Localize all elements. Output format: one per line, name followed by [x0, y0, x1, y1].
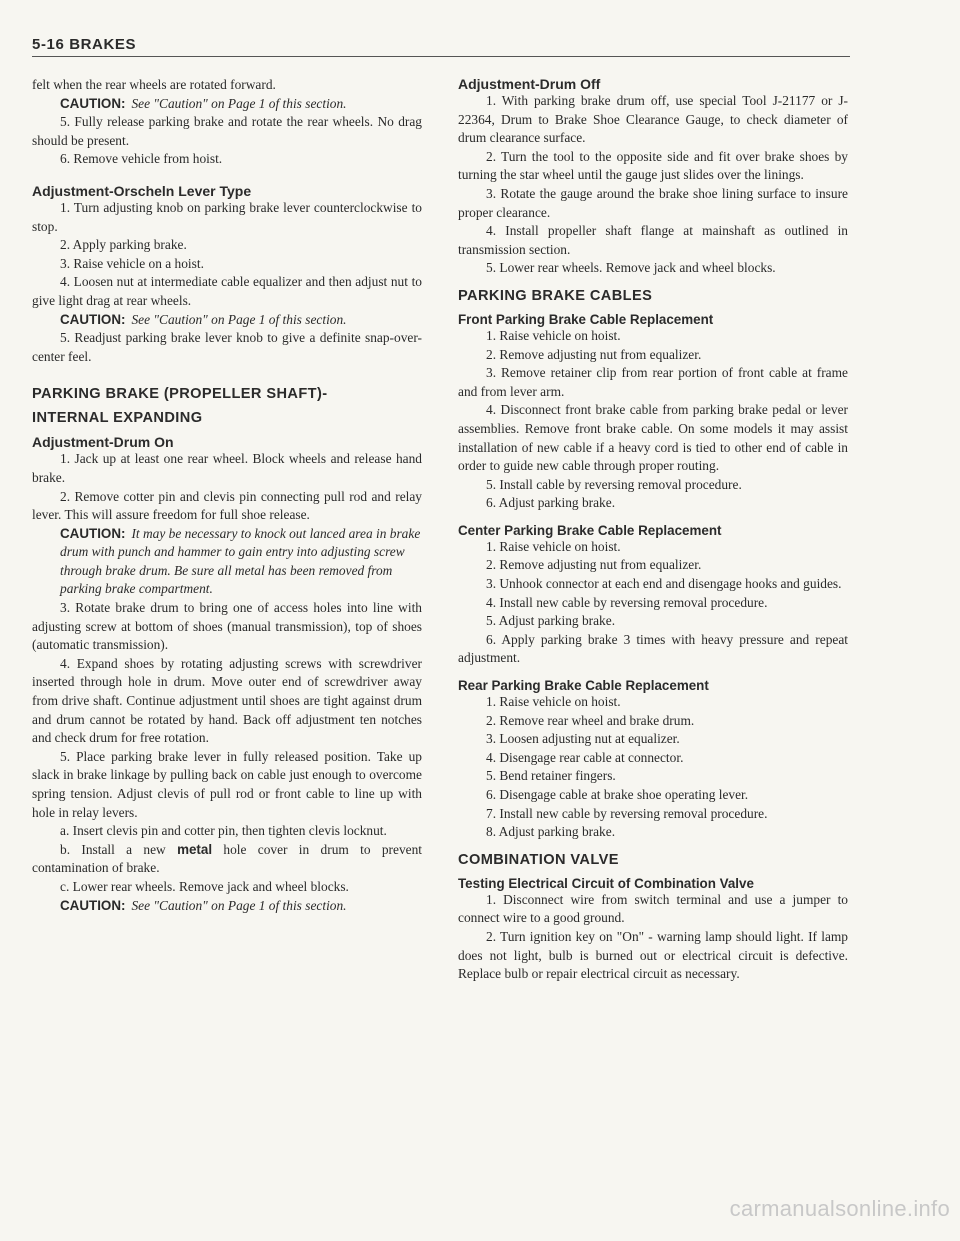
step: 1. With parking brake drum off, use special Tool J-21177 or J-22364, Drum to Brake Shoe Clearance Gauge, to check diameter of drum clearance surface.	[458, 93, 848, 146]
emphasis-word: metal	[177, 841, 213, 857]
step: 1. Jack up at least one rear wheel. Block wheels and release hand brake.	[32, 451, 422, 485]
step: 5. Fully release parking brake and rotate the rear wheels. No drag should be present.	[32, 114, 422, 148]
subsection-heading-rear-cable: Rear Parking Brake Cable Replacement	[458, 678, 709, 694]
subsection-heading-drum-on: Adjustment-Drum On	[32, 434, 174, 451]
step: 5. Lower rear wheels. Remove jack and wheel blocks.	[486, 260, 776, 276]
step: 1. Raise vehicle on hoist.	[486, 538, 621, 554]
section-heading-parking-brake: PARKING BRAKE (PROPELLER SHAFT)-	[32, 386, 328, 403]
step: 1. Turn adjusting knob on parking brake lever counterclockwise to stop.	[32, 199, 422, 234]
step: 2. Remove adjusting nut from equalizer.	[486, 557, 702, 573]
section-heading-orscheln: Adjustment-Orscheln Lever Type	[32, 182, 252, 199]
step: 4. Expand shoes by rotating adjusting screws with screwdriver inserted through hole in drum. Move outer end of screwdriver away from drive shaft. Continue adjustment until shoes are tight against drum and drum cannot be rotated by hand. Back off adjustment ten notches and check drum for free rotation.	[32, 655, 422, 746]
step: 6. Adjust parking brake.	[486, 495, 616, 511]
caution-note	[60, 525, 422, 599]
section-heading-cables: PARKING BRAKE CABLES	[458, 287, 653, 304]
right-column	[458, 76, 848, 984]
step: 3. Loosen adjusting nut at equalizer.	[486, 731, 680, 747]
caution-text: See "Caution" on Page 1 of this section.	[131, 95, 347, 111]
step: 5. Place parking brake lever in fully released position. Take up slack in brake linkage by pulling back on cable just enough to overcome spring tension. Adjust clevis of pull rod or front cable to line up with hole in relay levers.	[32, 748, 422, 820]
step: 2. Apply parking brake.	[60, 237, 187, 253]
sub-step: c. Lower rear wheels. Remove jack and wheel blocks.	[60, 878, 349, 894]
paragraph: felt when the rear wheels are rotated forward.	[32, 77, 276, 92]
step: 3. Rotate brake drum to bring one of access holes into line with adjusting screw at bottom of shoes (manual transmission), top of shoes (automatic transmission).	[32, 600, 422, 653]
step: 2. Turn ignition key on "On" - warning lamp should light. If lamp does not light, bulb is burned out or electrical circuit is defective. Replace bulb or repair electrical circuit as necessary.	[458, 928, 848, 982]
sub-step-text: b. Install a new	[60, 841, 166, 857]
step: 7. Install new cable by reversing removal procedure.	[486, 805, 768, 821]
caution-label: CAUTION:	[60, 897, 126, 913]
step: 3. Raise vehicle on a hoist.	[60, 255, 204, 271]
step: 3. Remove retainer clip from rear portion of front cable at frame and from lever arm.	[458, 365, 848, 399]
step: 4. Install new cable by reversing removal procedure.	[486, 594, 768, 610]
section-heading-combination-valve: COMBINATION VALVE	[458, 851, 619, 868]
page-title: 5-16 BRAKES	[32, 36, 137, 53]
subsection-heading-center-cable: Center Parking Brake Cable Replacement	[458, 522, 722, 538]
caution-label: CAUTION:	[60, 311, 126, 327]
caution-label: CAUTION:	[60, 95, 126, 111]
subsection-heading-testing: Testing Electrical Circuit of Combination Valve	[458, 875, 754, 891]
caution-text: See "Caution" on Page 1 of this section.	[131, 311, 347, 327]
step: 1. Disconnect wire from switch terminal and use a jumper to connect wire to a good ground.	[458, 891, 848, 926]
step: 4. Disconnect front brake cable from parking brake pedal or lever assemblies. Remove front brake cable. On some models it may assist installation of new cable if a heavy cord is tied to other end of cable in order to guide new cable through proper routing.	[458, 402, 848, 474]
step: 2. Remove rear wheel and brake drum.	[486, 712, 695, 728]
subsection-heading-front-cable: Front Parking Brake Cable Replacement	[458, 311, 714, 327]
caution-label: CAUTION:	[60, 525, 126, 541]
sub-step: a. Insert clevis pin and cotter pin, then tighten clevis locknut.	[60, 823, 387, 839]
step: 1. Raise vehicle on hoist.	[486, 327, 621, 343]
sub-step	[32, 841, 422, 878]
step: 3. Rotate the gauge around the brake shoe lining surface to insure proper clearance.	[458, 185, 848, 220]
step: 5. Install cable by reversing removal procedure.	[486, 476, 742, 492]
left-column	[32, 76, 422, 915]
step: 3. Unhook connector at each end and disengage hooks and guides.	[486, 576, 842, 592]
caution-text: It may be necessary to knock out lanced area in brake drum with punch and hammer to gain entry into adjusting screw through brake drum. Be sure all metal has been removed from parking brake compartment.	[60, 525, 421, 597]
step: 4. Disengage rear cable at connector.	[486, 749, 684, 765]
step: 6. Apply parking brake 3 times with heavy pressure and repeat adjustment.	[458, 631, 848, 666]
section-heading-internal-expanding: INTERNAL EXPANDING	[32, 410, 203, 427]
step: 6. Disengage cable at brake shoe operating lever.	[486, 787, 749, 802]
step: 5. Bend retainer fingers.	[486, 768, 616, 784]
step: 4. Install propeller shaft flange at mainshaft as outlined in transmission section.	[458, 223, 848, 257]
watermark: carmanualsonline.info	[729, 1196, 950, 1221]
step: 4. Loosen nut at intermediate cable equalizer and then adjust nut to give light drag at rear wheels.	[32, 274, 422, 308]
step: 2. Remove cotter pin and clevis pin connecting pull rod and relay lever. This will assure freedom for full shoe release.	[32, 488, 422, 523]
step: 1. Raise vehicle on hoist.	[486, 694, 621, 710]
header-divider	[32, 56, 850, 57]
subsection-heading-drum-off: Adjustment-Drum Off	[458, 76, 601, 92]
caution-note	[60, 897, 422, 916]
caution-note	[60, 95, 422, 114]
sub-step-text: hole cover in drum to prevent contamination of brake.	[32, 841, 423, 876]
step: 2. Remove adjusting nut from equalizer.	[486, 346, 702, 362]
step: 8. Adjust parking brake.	[486, 824, 616, 840]
step: 6. Remove vehicle from hoist.	[60, 151, 223, 167]
step: 5. Adjust parking brake.	[486, 613, 616, 629]
step: 5. Readjust parking brake lever knob to give a definite snap-over-center feel.	[32, 330, 422, 364]
step: 2. Turn the tool to the opposite side and fit over brake shoes by turning the star wheel until the gauge just slides over the linings.	[458, 148, 848, 183]
caution-text: See "Caution" on Page 1 of this section.	[131, 897, 347, 913]
caution-note	[60, 311, 422, 330]
